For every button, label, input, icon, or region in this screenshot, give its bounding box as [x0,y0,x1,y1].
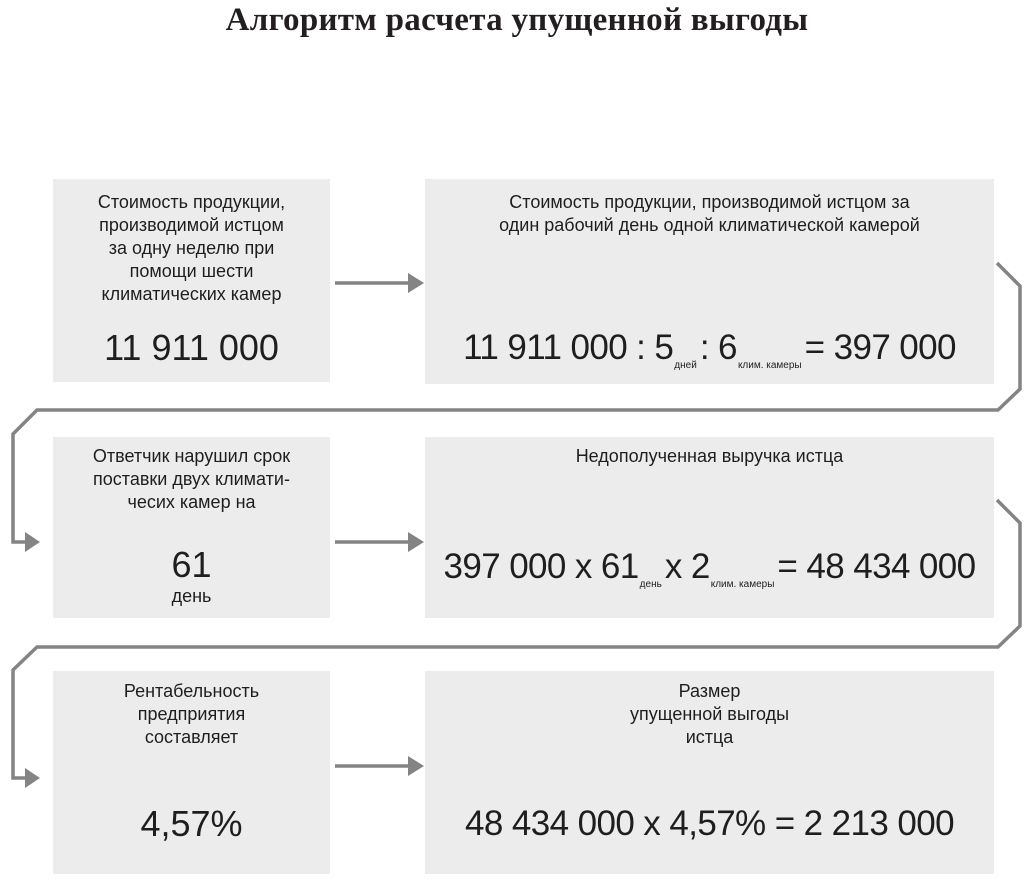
elbow-connector-1-head [25,532,40,552]
formula-unit: день [639,579,662,590]
arrow-row1-head [408,273,424,293]
formula-unit: дней [674,360,697,371]
profitability-value: 4,57% [140,803,243,844]
arrow-row3-head [408,756,424,776]
delay-label: Ответчик нарушил срок поставки двух климати- чесих камер на [92,446,291,512]
daily-production-label: Стоимость продукции, производимой истцом за один рабочий день одной климатической камерой [499,192,920,235]
diagram-title: Алгоритм расчета упущенной выгоды [225,2,809,38]
weekly-production-value: 11 911 000 [104,327,279,368]
formula-term: 397 000 x 61 [443,547,639,586]
delay-unit: день [171,586,212,606]
delay-value: 61 [171,544,212,585]
formula-unit: клим. камеры [710,579,775,590]
formula-unit: клим. камеры [737,360,802,371]
daily-production-formula [425,328,994,386]
lost-profit-formula: 48 434 000 x 4,57% = 2 213 000 [465,804,954,843]
formula-result: = 48 434 000 [777,547,976,586]
elbow-connector-2-head [25,768,40,788]
formula-term: x 2 [664,547,710,586]
formula-result: = 397 000 [804,328,956,367]
formula-term: 11 911 000 : 5 [463,328,674,367]
profitability-label: Рентабельность предприятия составляет [123,681,260,747]
weekly-production-label: Стоимость продукции, производимой истцом за одну неделю при помощи шести климатических камер [97,192,286,304]
weekly-production-box [53,179,330,382]
lost-profit-label: Размер упущенной выгоды истца [629,681,790,747]
formula-term: : 6 [699,328,737,367]
profitability-box [53,671,330,874]
delay-box [53,437,330,618]
lost-revenue-formula [425,547,994,605]
daily-production-box [425,179,994,384]
lost-profit-box [425,671,994,874]
lost-revenue-label: Недополученная выручка истца [575,446,844,466]
lost-revenue-box [425,437,994,618]
arrow-row2-head [408,532,424,552]
